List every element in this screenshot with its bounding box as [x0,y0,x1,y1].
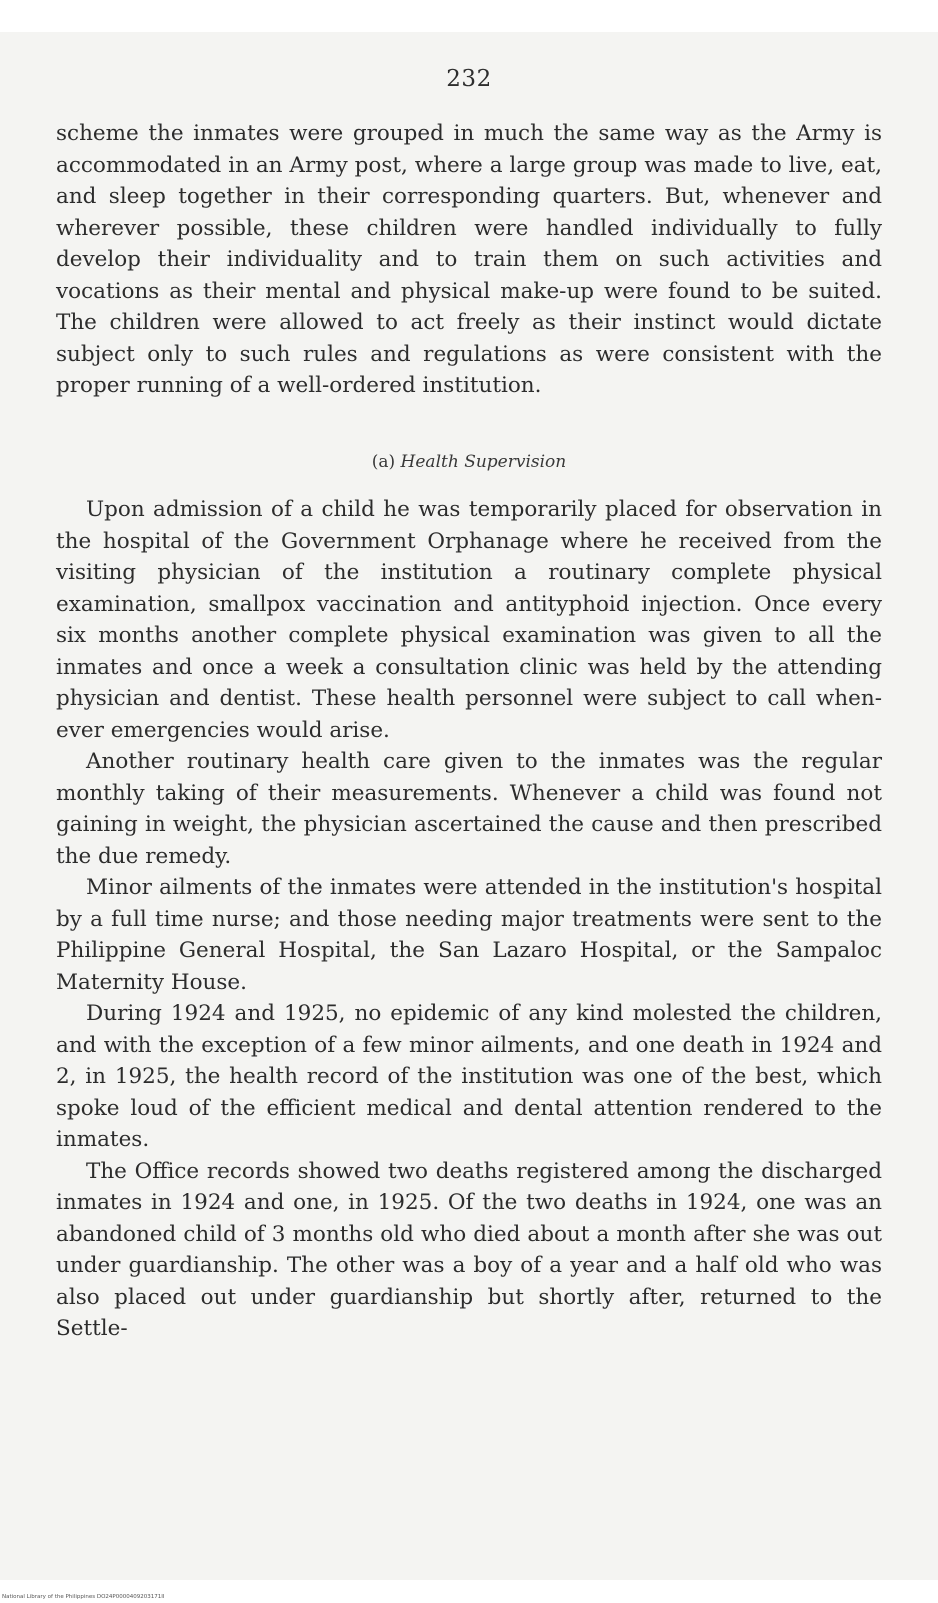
page-number: 232 [446,66,492,92]
section-body [56,494,882,1345]
opening-paragraph-block [56,118,882,402]
opening-paragraph: scheme the inmates were grouped in much the same way as the Army is accommodated in an Army post, where a large group was made to live, eat, and sleep together in their corresponding quarters. But, whenever and wherever possible, these children were handled individually to fully develop their individuality and to train them on such activities and vocations as their mental and physical make-up were found to be suited. The children were allowed to act freely as their instinct would dictate subject only to such rules and regulations as were consistent with the proper running of a well-ordered institution. [56,121,882,398]
section-title: Health Supervision [400,452,567,472]
library-credit: National Library of the Philippines DO24P0000409203171II [2,1594,165,1600]
paragraph-health-record: During 1924 and 1925, no epidemic of any kind molested the children, and with the exception of a few minor ailments, and one death in 1924 and 2, in 1925, the health record of the institution was one of the best, which spoke loud of the efficient medical and dental attention rendered to the inmates. [56,1001,882,1152]
paragraph-admission: Upon admission of a child he was temporarily placed for observation in the hospital of the Government Orphanage where he received from the visiting physician of the institution a routinary complete physical examination, smallpox vaccination and antityphoid injection. Once every six months another complete physical examination was given to all the inmates and once a week a consultation clinic was held by the attending physician and dentist. These health personnel were subject to call whenever emergencies would arise. [56,497,882,743]
section-heading [0,452,938,472]
paragraph-office-records: The Office records showed two deaths registered among the discharged inmates in 1924 and one, in 1925. Of the two deaths in 1924, one was an abandoned child of 3 months old who died about a month after she was out under guardianship. The other was a boy of a year and a half old who was also placed out under guardianship but shortly after, returned to the Settle- [56,1158,882,1341]
paragraph-measurements: Another routinary health care given to the inmates was the regular monthly taking of their measurements. Whenever a child was found not gaining in weight, the physician ascertained the cause and then prescribed the due remedy. [56,749,882,869]
paragraph-minor-ailments: Minor ailments of the inmates were attended in the institution's hospital by a full time nurse; and those needing major treatments were sent to the Philippine General Hospital, the San Lazaro Hospital, or the Sampaloc Maternity House. [56,875,882,995]
section-marker: (a) [371,452,396,472]
